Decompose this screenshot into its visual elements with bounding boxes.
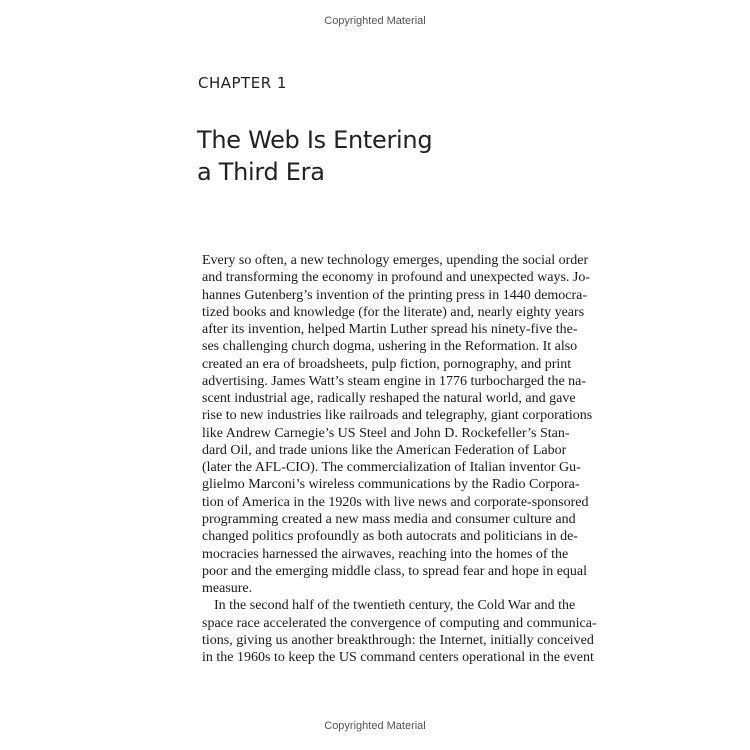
body-text-line: tions, giving us another breakthrough: the Internet, initially conceived [202,632,594,648]
body-text-line: in the 1960s to keep the US command centers operational in the event [202,650,594,666]
chapter-title-line: The Web Is Entering [197,126,433,154]
body-text-line: rise to new industries like railroads and telegraphy, giant corporations [202,408,593,424]
body-text-line: mocracies harnessed the airwaves, reaching into the homes of the [202,546,569,562]
body-text-line: after its invention, helped Martin Luther spread his ninety-five the- [202,322,578,338]
body-text [202,252,597,666]
body-text-line: In the second half of the twentieth century, the Cold War and the [214,598,576,614]
body-text-line: tion of America in the 1920s with live news and corporate-sponsored [202,494,589,510]
body-text-line: poor and the emerging middle class, to spread fear and hope in equal [202,563,588,579]
body-text-line: (later the AFL-CIO). The commercialization of Italian inventor Gu- [202,460,581,476]
body-text-line: advertising. James Watt’s steam engine in 1776 turbocharged the na- [202,373,587,389]
body-text-line: created an era of broadsheets, pulp fiction, pornography, and print [202,356,572,372]
copyright-header: Copyrighted Material [324,15,426,27]
body-text-line: changed politics profoundly as both autocrats and politicians in de- [202,529,578,545]
body-text-line: dard Oil, and trade unions like the American Federation of Labor [202,442,567,458]
body-text-line: hannes Gutenberg’s invention of the printing press in 1440 democra- [202,287,588,303]
body-text-line: glielmo Marconi’s wireless communications by the Radio Corpora- [202,477,580,493]
body-text-line: programming created a new mass media and consumer culture and [202,511,576,527]
body-text-line: like Andrew Carnegie’s US Steel and John D. Rockefeller’s Stan- [202,425,570,441]
chapter-title-line: a Third Era [197,158,325,186]
body-text-line: space race accelerated the convergence of computing and communica- [202,615,597,631]
body-text-line: and transforming the economy in profound and unexpected ways. Jo- [202,270,591,286]
body-text-line: Every so often, a new technology emerges, upending the social order [202,253,589,268]
body-text-line: scent industrial age, radically reshaped the natural world, and gave [202,391,576,407]
body-text-line: measure. [202,581,253,597]
chapter-label: CHAPTER 1 [198,74,287,92]
body-text-line: tized books and knowledge (for the literate) and, nearly eighty years [202,304,585,320]
chapter-title [197,124,432,188]
body-text-line: ses challenging church dogma, ushering in the Reformation. It also [202,339,578,355]
copyright-footer: Copyrighted Material [324,720,426,732]
